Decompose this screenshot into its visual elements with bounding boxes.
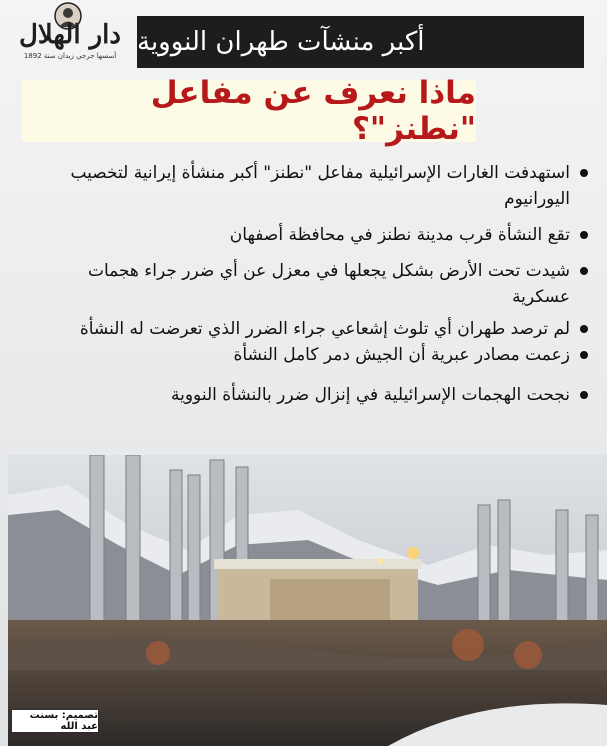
list-item: شيدت تحت الأرض بشكل يجعلها في معزل عن أي ضرر جراء هجمات عسكرية [70, 258, 592, 310]
facility-photo [8, 455, 607, 746]
list-item: استهدفت الغارات الإسرائيلية مفاعل "نطنز" أكبر منشأة إيرانية لتخصيب اليورانيوم [70, 160, 592, 212]
list-item: نجحت الهجمات الإسرائيلية في إنزال ضرر بالنشأة النووية [70, 382, 592, 408]
page-title: أكبر منشآت طهران النووية [137, 16, 584, 68]
bullet-icon [580, 351, 588, 359]
bullet-list [70, 160, 592, 408]
list-item: تقع النشأة قرب مدينة نطنز في محافظة أصفهان [70, 222, 592, 248]
logo-brand: دار الهلال [19, 20, 121, 50]
subtitle: ماذا نعرف عن مفاعل "نطنز"؟ [22, 80, 476, 142]
bullet-icon [580, 391, 588, 399]
design-credit: تصميم: بسنت عبد الله [12, 710, 98, 732]
bullet-icon [580, 325, 588, 333]
logo-tagline: أسسها جرجي زيدان سنة 1892 [23, 52, 117, 60]
bullet-icon [580, 169, 588, 177]
list-item: زعمت مصادر عبرية أن الجيش دمر كامل النشأة [70, 342, 592, 368]
bullet-icon [580, 267, 588, 275]
logo [8, 2, 132, 64]
bullet-icon [580, 231, 588, 239]
facility-illustration [8, 455, 607, 746]
list-item: لم ترصد طهران أي تلوث إشعاعي جراء الضرر الذي تعرضت له النشأة [70, 316, 592, 342]
